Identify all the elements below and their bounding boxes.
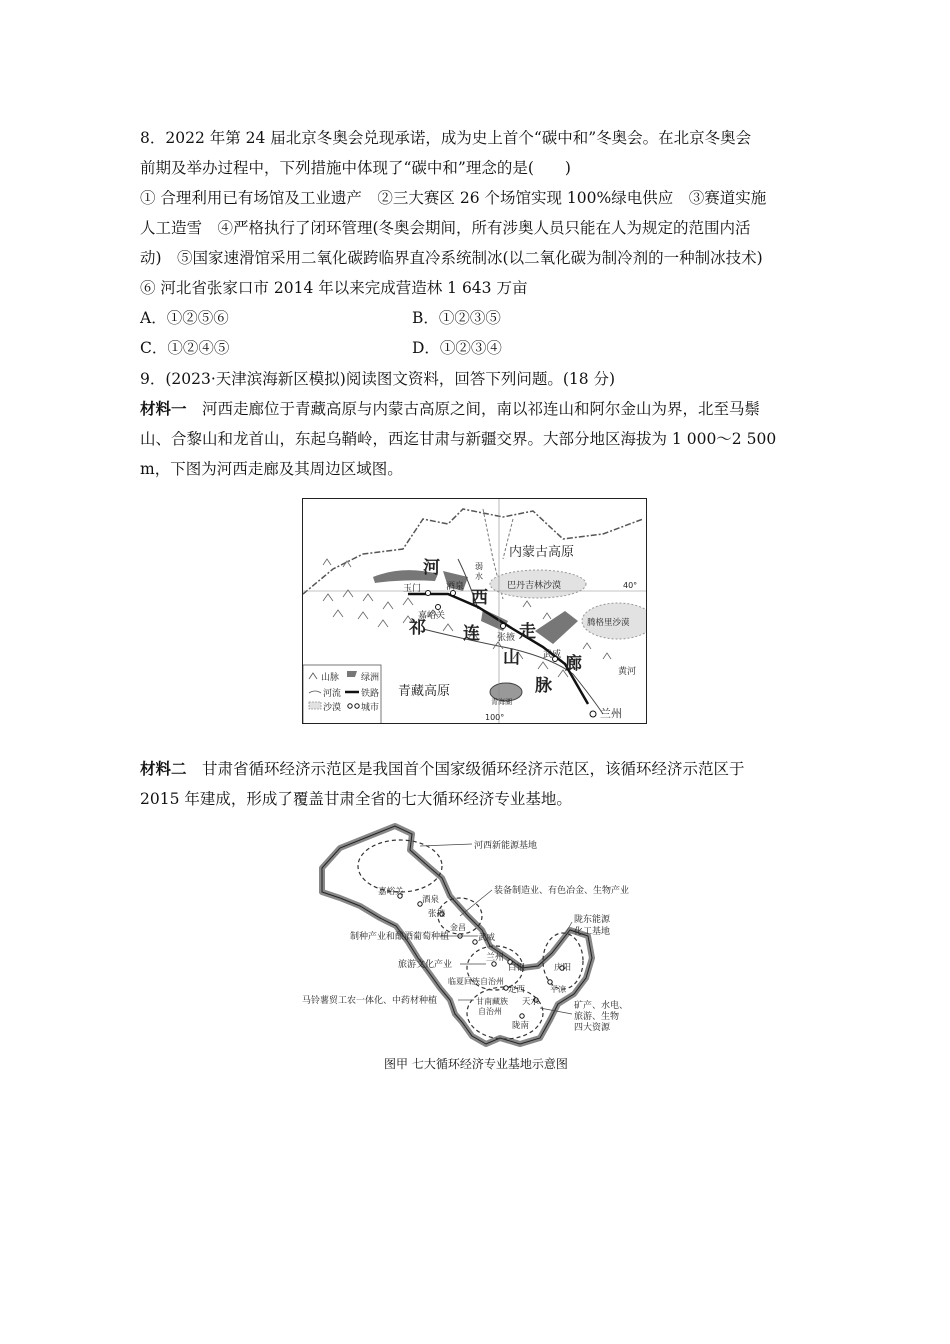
map-char-mai: 脉 xyxy=(535,676,552,696)
q8-option-a: A．①②⑤⑥ xyxy=(140,309,229,327)
city-wuwei: 武威 xyxy=(543,650,562,660)
q8-item-line-1: ① 合理利用已有场馆及工业遗产 ②三大赛区 26 个场馆实现 100%绿电供应 ③赛道实施 xyxy=(140,189,767,207)
legend-river: 河流 xyxy=(323,689,342,699)
tourism-base-label: 旅游文化产业 xyxy=(398,960,453,970)
equipment-base-label: 装备制造业、有色冶金、生物产业 xyxy=(494,886,630,896)
city-yumen: 玉门 xyxy=(403,584,422,594)
city-wuwei-2: 武威 xyxy=(478,933,496,943)
city-jiuquan-2: 酒泉 xyxy=(422,895,440,905)
potato-base-label: 马铃薯贸工农一体化、中药材种植 xyxy=(302,996,438,1006)
tengger-desert-label: 腾格里沙漠 xyxy=(587,618,630,628)
latitude-40-label: 40° xyxy=(623,581,638,590)
q9-material2-line-1 xyxy=(140,759,745,779)
city-jiuquan: 酒泉 xyxy=(446,582,465,592)
map-char-zou: 走 xyxy=(519,622,536,642)
mineral-base-label-2: 旅游、生物 xyxy=(574,1012,620,1022)
q8-stem-line-1: 8．2022 年第 24 届北京冬奥会兑现承诺，成为史上首个“碳中和”冬奥会。在北京冬奥会 xyxy=(140,129,752,147)
city-zhangye: 张掖 xyxy=(497,633,516,643)
hexi-corridor-map xyxy=(302,498,647,724)
longdong-base-label-2: 化工基地 xyxy=(574,927,611,937)
seed-base-label: 制种产业和酿酒葡萄种植 xyxy=(350,932,450,942)
legend-desert: 沙漠 xyxy=(323,703,342,713)
city-longnan: 陇南 xyxy=(512,1021,530,1031)
city-tianshui: 天水 xyxy=(522,997,540,1007)
q9-title: 9．(2023·天津滨海新区模拟)阅读图文资料，回答下列问题。(18 分) xyxy=(140,370,616,388)
hexi-energy-base-label: 河西新能源基地 xyxy=(474,841,538,851)
q8-option-d: D．①②③④ xyxy=(412,339,502,357)
legend-mountain: 山脉 xyxy=(321,673,340,683)
inner-mongolia-label: 内蒙古高原 xyxy=(509,545,575,560)
hexi-corridor-map-svg xyxy=(303,499,647,724)
city-gannan-1: 甘南藏族 xyxy=(476,997,508,1006)
q8-item-line-3: 动) ⑤国家速滑馆采用二氧化碳跨临界直冷系统制冰(以二氧化碳为制冷剂的一种制冰技术) xyxy=(140,249,763,267)
mineral-base-label-3: 四大资源 xyxy=(574,1023,611,1033)
q8-item-line-4: ⑥ 河北省张家口市 2014 年以来完成营造林 1 643 万亩 xyxy=(140,279,528,297)
material2-text-1: 甘肃省循环经济示范区是我国首个国家级循环经济示范区，该循环经济示范区于 xyxy=(186,760,745,778)
city-jiayuguan-2: 嘉峪关 xyxy=(378,887,404,897)
qinghai-lake-label: 青海湖 xyxy=(491,698,512,706)
city-jinchang: 金昌 xyxy=(450,923,466,932)
q9-material1-line-2: 山、合黎山和龙首山，东起乌鞘岭，西迄甘肃与新疆交界。大部分地区海拔为 1 000～2 500 xyxy=(140,430,777,448)
city-linxia: 临夏回族自治州 xyxy=(448,977,504,986)
city-baiyin: 白银 xyxy=(508,963,526,973)
map-char-lian: 连 xyxy=(463,624,480,644)
city-jiayuguan: 嘉峪关 xyxy=(418,611,446,621)
q9-material2-line-2: 2015 年建成，形成了覆盖甘肃全省的七大循环经济专业基地。 xyxy=(140,790,572,808)
qinghai-tibet-plateau-label: 青藏高原 xyxy=(398,684,451,699)
city-zhangye-2: 张掖 xyxy=(428,909,446,919)
city-qingyang: 庆阳 xyxy=(554,963,572,973)
city-dingxi: 定西 xyxy=(508,985,526,995)
q8-option-b: B．①②③⑤ xyxy=(412,309,501,327)
map-char-he: 河 xyxy=(423,558,440,578)
gansu-map-svg xyxy=(300,818,660,1054)
longitude-100-label: 100° xyxy=(485,713,505,722)
q8-option-c: C．①②④⑤ xyxy=(140,339,230,357)
longdong-base-label-1: 陇东能源 xyxy=(574,915,611,925)
map-char-lang: 廊 xyxy=(565,654,582,674)
city-pingliang: 平凉 xyxy=(550,985,566,994)
city-gannan-2: 自治州 xyxy=(478,1007,502,1016)
material1-text-1: 河西走廊位于青藏高原与内蒙古高原之间，南以祁连山和阿尔金山为界，北至马鬃 xyxy=(186,400,761,418)
map-char-qi: 祁 xyxy=(409,618,426,638)
q8-item-line-2: 人工造雪 ④严格执行了闭环管理(冬奥会期间，所有涉奥人员只能在人为规定的范围内活 xyxy=(140,219,751,237)
q9-material1-line-1 xyxy=(140,399,760,419)
map-char-xi: 西 xyxy=(471,588,488,608)
material1-label: 材料一 xyxy=(140,399,187,418)
q9-material1-line-3: m，下图为河西走廊及其周边区域图。 xyxy=(140,460,403,478)
city-lanzhou-2: 兰州 xyxy=(486,953,505,963)
figure-caption: 图甲 七大循环经济专业基地示意图 xyxy=(384,1057,568,1071)
mineral-base-label-1: 矿产、水电、 xyxy=(574,1001,629,1011)
ruoshui-river-char-2: 水 xyxy=(475,572,483,581)
city-lanzhou: 兰州 xyxy=(600,707,622,720)
map-char-shan: 山 xyxy=(503,648,520,668)
q8-stem-line-2: 前期及举办过程中，下列措施中体现了“碳中和”理念的是( ) xyxy=(140,159,571,177)
legend-city: 城市 xyxy=(361,703,380,713)
yellow-river-label: 黄河 xyxy=(618,667,637,677)
legend-railway: 铁路 xyxy=(361,689,380,699)
badain-desert-label: 巴丹吉林沙漠 xyxy=(507,581,562,591)
gansu-circular-economy-map xyxy=(300,818,660,1054)
legend-oasis: 绿洲 xyxy=(361,673,380,683)
material2-label: 材料二 xyxy=(140,759,187,778)
ruoshui-river-char-1: 弱 xyxy=(475,562,483,571)
